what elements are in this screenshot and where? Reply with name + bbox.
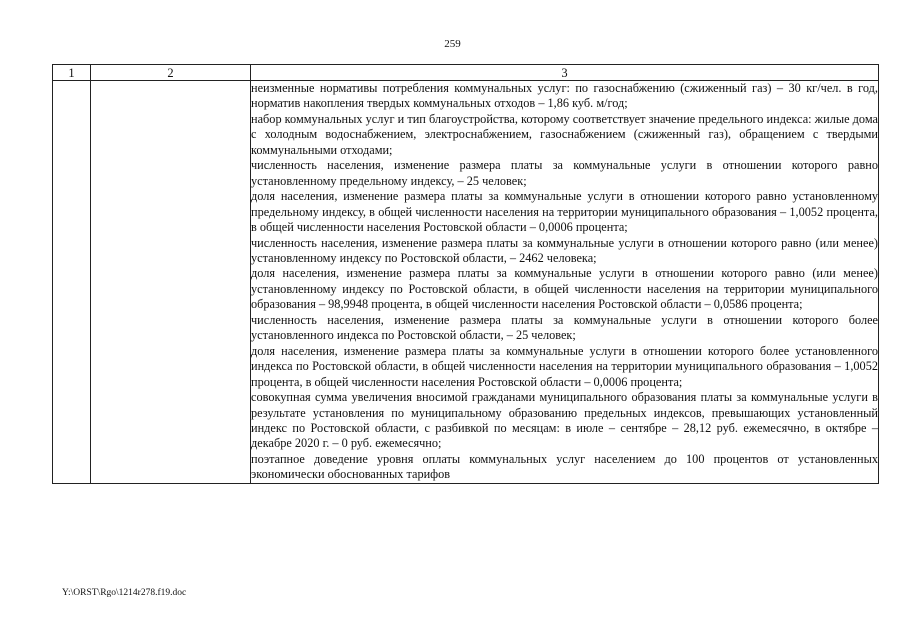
cell-column-3 <box>251 81 879 484</box>
paragraph-service-set: набор коммунальных услуг и тип благоустройства, которому соответствует значение предельного индекса: жилые дома с холодным водоснабжением, электроснабжением, газоснабжением (сжиженный газ), обращением с твердыми коммунальными отходами; <box>251 111 878 157</box>
paragraph-population-equal: численность населения, изменение размера платы за коммунальные услуги в отношении которого равно установленному предельному индексу, – 25 человек; <box>251 158 878 188</box>
cell-column-2 <box>91 81 251 484</box>
table-header-row <box>53 65 879 81</box>
column-header-1: 1 <box>53 65 91 81</box>
page-number: 259 <box>444 38 461 50</box>
cell-column-1 <box>53 81 91 484</box>
paragraph-gradual-payment: поэтапное доведение уровня оплаты коммунальных услуг населением до 100 процентов от установленных экономически обоснованных тарифов <box>251 451 878 482</box>
paragraph-population-less: численность населения, изменение размера платы за коммунальные услуги в отношении которого равно (или менее) установленному индексу по Ростовской области, – 2462 человека; <box>251 235 878 265</box>
paragraph-total-increase: совокупная сумма увеличения вносимой гражданами муниципального образования платы за коммунальные услуги в результате установления по муниципальному образованию предельных индексов, превышающих установленный индекс по Ростовской области, с разбивкой по месяцам: в июле – сентябре – 28,12 руб. ежемесячно, в октябре – декабре 2020 г. – 0 руб. ежемесячно; <box>251 390 878 451</box>
footer-file-path: Y:\ORST\Rgo\1214r278.f19.doc <box>62 588 187 598</box>
document-table <box>52 64 879 484</box>
paragraph-share-less: доля населения, изменение размера платы за коммунальные услуги в отношении которого равно (или менее) установленному индексу по Ростовской области, в общей численности населения на территории муниципального образования – 98,9948 процента, в общей численности населения Ростовской области – 0,0586 процента; <box>251 266 878 312</box>
paragraph-gas-norms: неизменные нормативы потребления коммунальных услуг: по газоснабжению (сжиженный газ) – 30 кг/чел. в год, норматив накопления твердых коммунальных отходов – 1,86 куб. м/год; <box>251 81 878 111</box>
table-row <box>53 81 879 484</box>
column-header-2: 2 <box>91 65 251 81</box>
paragraph-population-more: численность населения, изменение размера платы за коммунальные услуги в отношении которого более установленного индекса по Ростовской области, – 25 человек; <box>251 312 878 343</box>
column-header-3: 3 <box>251 65 879 81</box>
paragraph-share-more: доля населения, изменение размера платы за коммунальные услуги в отношении которого более установленного индекса по Ростовской области, в общей численности населения на территории муниципального образования – 1,0052 процента, в общей численности населения Ростовской области – 0,0006 процента; <box>251 343 878 389</box>
paragraph-share-equal: доля населения, изменение размера платы за коммунальные услуги в отношении которого равно установленному предельному индексу, в общей численности населения на территории муниципального образования – 1,0052 процента, в общей численности населения Ростовской области – 0,0006 процента; <box>251 189 878 235</box>
